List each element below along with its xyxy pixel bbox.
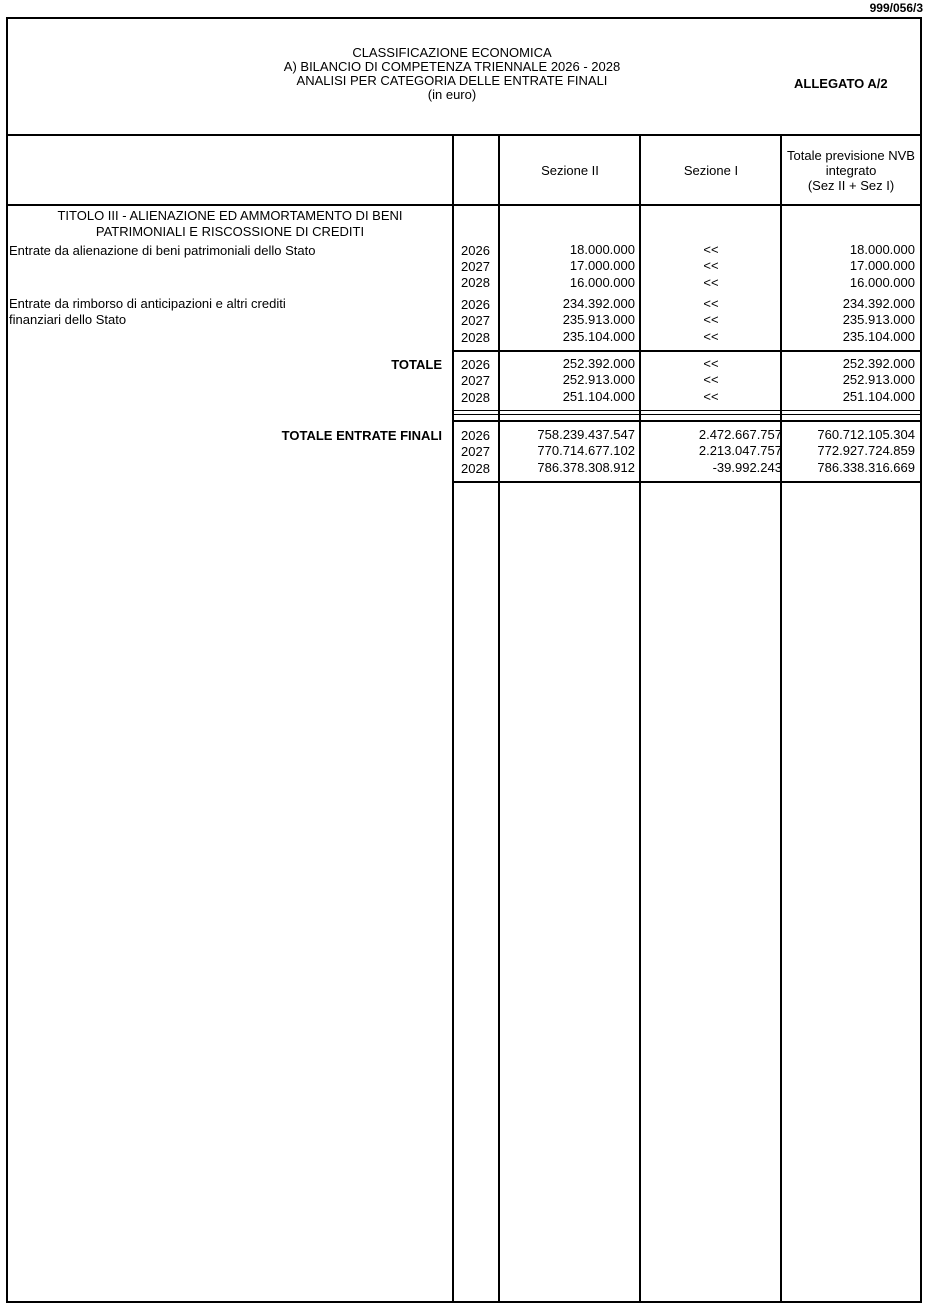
title-line-2: A) BILANCIO DI COMPETENZA TRIENNALE 2026 - 2028 — [283, 59, 621, 74]
sez2-cell: 252.913.000 — [562, 372, 635, 387]
sez1-cell: << — [703, 275, 719, 290]
frame-bottom — [6, 1301, 922, 1303]
row-label-rimborso — [9, 296, 286, 328]
title-line-1: CLASSIFICAZIONE ECONOMICA — [352, 45, 552, 60]
title-line-4: (in euro) — [427, 87, 477, 102]
finali-rule-2 — [452, 414, 922, 415]
sez1-cell: << — [703, 389, 719, 404]
sez1-cell: << — [703, 372, 719, 387]
col-line-sez1 — [639, 134, 641, 1303]
tot-cell: 235.104.000 — [842, 329, 915, 344]
tot-cell: 786.338.316.669 — [817, 460, 915, 475]
sez2-cell: 251.104.000 — [562, 389, 635, 404]
year-cell: 2026 — [461, 428, 490, 443]
sez2-cell: 235.104.000 — [562, 329, 635, 344]
sez1-cell: << — [703, 296, 719, 311]
sez1-cell: << — [703, 329, 719, 344]
tot-cell: 235.913.000 — [842, 312, 915, 327]
tot-cell: 760.712.105.304 — [817, 427, 915, 442]
finali-rule-1 — [452, 410, 922, 411]
year-cell: 2027 — [461, 373, 490, 388]
column-header-sezione-1: Sezione I — [683, 163, 739, 178]
column-header-totale — [782, 148, 920, 193]
column-header-totale-line-3: (Sez II + Sez I) — [807, 178, 895, 193]
section-title-line-2: PATRIMONIALI E RISCOSSIONE DI CREDITI — [95, 224, 365, 239]
year-cell: 2026 — [461, 243, 490, 258]
sez2-cell: 16.000.000 — [569, 275, 635, 290]
frame-top — [6, 17, 922, 19]
sez1-cell: -39.992.243 — [712, 460, 782, 475]
col-line-year — [452, 134, 454, 1303]
year-cell: 2027 — [461, 259, 490, 274]
sez1-cell: 2.213.047.757 — [698, 443, 782, 458]
sez2-cell: 18.000.000 — [569, 242, 635, 257]
sez1-cell: << — [703, 356, 719, 371]
tot-cell: 251.104.000 — [842, 389, 915, 404]
tot-cell: 252.392.000 — [842, 356, 915, 371]
col-line-sez2 — [498, 134, 500, 1303]
year-cell: 2027 — [461, 313, 490, 328]
col-line-tot — [780, 134, 782, 1303]
tot-cell: 772.927.724.859 — [817, 443, 915, 458]
year-cell: 2028 — [461, 275, 490, 290]
row-label-rimborso-line-1: Entrate da rimborso di anticipazioni e altri crediti — [9, 296, 286, 311]
tot-cell: 234.392.000 — [842, 296, 915, 311]
sez2-cell: 235.913.000 — [562, 312, 635, 327]
year-cell: 2028 — [461, 461, 490, 476]
tot-cell: 17.000.000 — [849, 258, 915, 273]
section-title — [20, 208, 440, 240]
totale-top-rule — [452, 350, 922, 352]
finali-rule-3 — [452, 420, 922, 422]
sez1-cell: << — [703, 312, 719, 327]
sez2-cell: 17.000.000 — [569, 258, 635, 273]
sez1-cell: 2.472.667.757 — [698, 427, 782, 442]
sez2-cell: 786.378.308.912 — [537, 460, 635, 475]
tot-cell: 16.000.000 — [849, 275, 915, 290]
sez2-cell: 252.392.000 — [562, 356, 635, 371]
sez1-cell: << — [703, 242, 719, 257]
title-line-3: ANALISI PER CATEGORIA DELLE ENTRATE FINALI — [296, 73, 608, 88]
totale-finali-label: TOTALE ENTRATE FINALI — [281, 428, 442, 443]
frame-right — [920, 17, 922, 1303]
year-cell: 2027 — [461, 444, 490, 459]
row-label-rimborso-line-2: finanziari dello Stato — [9, 312, 127, 327]
tot-cell: 252.913.000 — [842, 372, 915, 387]
sez1-cell: << — [703, 258, 719, 273]
year-cell: 2026 — [461, 297, 490, 312]
sez2-cell: 234.392.000 — [562, 296, 635, 311]
tot-cell: 18.000.000 — [849, 242, 915, 257]
totale-label: TOTALE — [391, 357, 442, 372]
column-header-totale-line-1: Totale previsione NVB — [787, 148, 915, 163]
sez2-cell: 758.239.437.547 — [537, 427, 635, 442]
allegato-label: ALLEGATO A/2 — [794, 76, 888, 91]
row-label-alienazione: Entrate da alienazione di beni patrimoniali dello Stato — [9, 243, 316, 258]
header-divider — [6, 134, 922, 136]
year-cell: 2028 — [461, 330, 490, 345]
column-header-divider — [6, 204, 922, 206]
frame-left — [6, 17, 8, 1303]
column-header-totale-line-2: integrato — [825, 163, 877, 178]
year-cell: 2028 — [461, 390, 490, 405]
column-header-sezione-2: Sezione II — [541, 163, 599, 178]
document-title — [240, 46, 664, 102]
finali-bottom-rule — [452, 481, 922, 483]
page-code: 999/056/3 — [869, 1, 923, 15]
year-cell: 2026 — [461, 357, 490, 372]
sez2-cell: 770.714.677.102 — [537, 443, 635, 458]
section-title-line-1: TITOLO III - ALIENAZIONE ED AMMORTAMENTO DI BENI — [57, 208, 403, 223]
